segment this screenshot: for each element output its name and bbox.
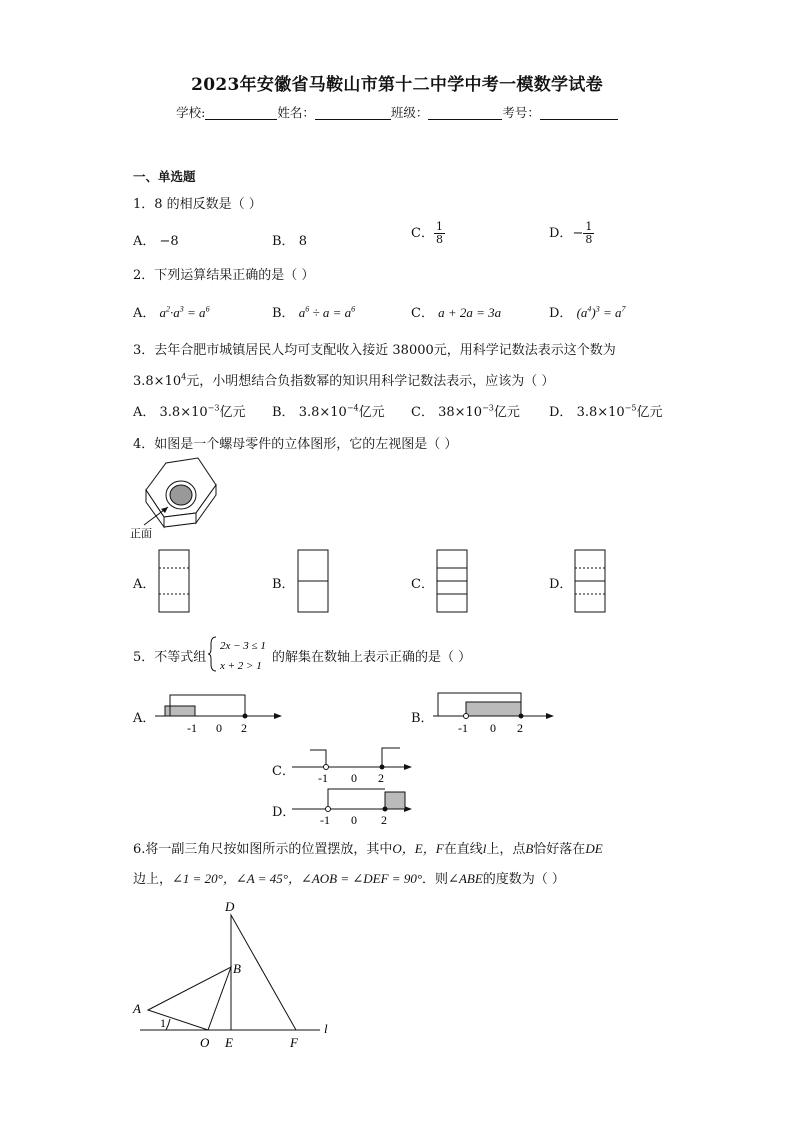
q1-option-d[interactable] bbox=[549, 221, 594, 246]
q1-option-c[interactable] bbox=[411, 221, 445, 246]
q6-stem-line1: 6.将一副三角尺按如图所示的位置摆放，其中O，E，F在直线l上，点B恰好落在DE bbox=[133, 841, 603, 857]
q5-system bbox=[208, 634, 268, 674]
q1-d-fraction: $\frac{1}{8}$ bbox=[585, 220, 593, 246]
class-label: 班级： bbox=[390, 105, 429, 120]
q2-option-a[interactable] bbox=[133, 302, 210, 321]
q5-option-c-numberline[interactable] bbox=[290, 742, 420, 784]
q2-b-label: B． bbox=[272, 306, 295, 321]
nut-hole-inner bbox=[170, 485, 192, 505]
q1-c-label: C． bbox=[411, 226, 434, 241]
number-label: 考号： bbox=[502, 105, 540, 120]
svg-text:l: l bbox=[324, 1021, 328, 1036]
q1-d-label: D． bbox=[549, 226, 573, 241]
q1-a-label: A． bbox=[133, 234, 156, 249]
front-label: 正面 bbox=[130, 528, 152, 540]
svg-text:F: F bbox=[290, 1035, 298, 1050]
q4-option-c-label[interactable]: C． bbox=[411, 577, 434, 592]
q5-ineq2: x + 2 > 1 bbox=[220, 660, 262, 672]
q5-stem-a: 5．不等式组 bbox=[133, 650, 207, 665]
q5-option-a-label[interactable]: A． bbox=[133, 711, 156, 726]
q3-option-c[interactable]: C． $38\times 10^{-3}$亿元 bbox=[411, 403, 520, 420]
q4-option-d-view[interactable] bbox=[574, 549, 606, 613]
q1-option-b[interactable] bbox=[272, 230, 307, 249]
name-label: 姓名： bbox=[277, 105, 315, 120]
student-info-line bbox=[0, 103, 794, 121]
q3-option-d[interactable]: D． $3.8\times 10^{-5}$亿元 bbox=[549, 403, 663, 420]
svg-text:-1: -1 bbox=[318, 771, 328, 784]
q2-a-label: A． bbox=[133, 306, 156, 321]
svg-text:0: 0 bbox=[351, 813, 357, 826]
q2-option-d[interactable] bbox=[549, 302, 626, 321]
svg-text:1: 1 bbox=[160, 1016, 166, 1030]
q2-a-expr: $a^2\cdot a^3 = a^6$ bbox=[159, 304, 210, 320]
triangle-figure bbox=[128, 895, 343, 1055]
svg-text:0: 0 bbox=[351, 771, 357, 784]
q3-stem-line1: 3．去年合肥市城镇居民人均可支配收入接近 38000元，用科学记数法表示这个数为 bbox=[133, 343, 616, 358]
svg-text:-1: -1 bbox=[187, 721, 197, 735]
q6-stem-line2: 边上，∠1 = 20°，∠A = 45°，∠AOB = ∠DEF = 90°．则∠ABE的度数为（ ） bbox=[133, 871, 565, 887]
q2-d-label: D． bbox=[549, 306, 573, 321]
q2-option-b[interactable] bbox=[272, 302, 355, 321]
q4-option-b-view[interactable] bbox=[297, 549, 329, 613]
q4-option-b-label[interactable]: B． bbox=[272, 577, 295, 592]
q1-b-label: B． bbox=[272, 234, 295, 249]
q4-option-a-view[interactable] bbox=[158, 549, 190, 613]
q3-option-b[interactable]: B． $3.8\times 10^{-4}$亿元 bbox=[272, 403, 385, 420]
q1-b-value: 8 bbox=[298, 234, 307, 249]
svg-text:2: 2 bbox=[381, 813, 387, 826]
q5-stem-b: 的解集在数轴上表示正确的是（ ） bbox=[272, 650, 472, 665]
section-title: 一、单选题 bbox=[133, 169, 196, 184]
svg-text:2: 2 bbox=[517, 721, 523, 735]
q3-stem-line2: $3.8\times 10^4$元，小明想结合负指数幂的知识用科学记数法表示，应该为（ ） bbox=[133, 372, 555, 389]
q2-b-expr: $a^6 \div a = a^6$ bbox=[298, 304, 356, 320]
class-blank[interactable] bbox=[428, 107, 502, 120]
svg-text:-1: -1 bbox=[320, 813, 330, 826]
q1-a-value: −8 bbox=[159, 234, 179, 249]
svg-text:2: 2 bbox=[241, 721, 247, 735]
q1-d-sign: − bbox=[572, 226, 584, 241]
number-blank[interactable] bbox=[540, 107, 618, 120]
page-title: 2023年安徽省马鞍山市第十二中学中考一模数学试卷 bbox=[191, 75, 603, 95]
q2-option-c[interactable] bbox=[411, 302, 501, 321]
q5-option-a-numberline[interactable] bbox=[150, 688, 285, 736]
school-blank[interactable] bbox=[205, 107, 277, 120]
q3-option-a[interactable]: A． $3.8\times 10^{-3}$亿元 bbox=[133, 403, 246, 420]
q5-option-d-label[interactable]: D． bbox=[272, 805, 296, 820]
q2-d-expr: $(a^4)^3 = a^7$ bbox=[576, 304, 626, 320]
name-blank[interactable] bbox=[315, 107, 391, 120]
q4-option-d-label[interactable]: D． bbox=[549, 577, 573, 592]
q5-option-d-numberline[interactable] bbox=[290, 784, 420, 826]
q5-ineq1: 2x − 3 ≤ 1 bbox=[220, 640, 266, 652]
q2-stem: 2．下列运算结果正确的是（ ） bbox=[133, 268, 315, 283]
q4-option-c-view[interactable] bbox=[436, 549, 468, 613]
nut-figure bbox=[128, 455, 228, 540]
q4-stem: 4．如图是一个螺母零件的立体图形，它的左视图是（ ） bbox=[133, 437, 458, 452]
svg-text:D: D bbox=[225, 899, 235, 914]
svg-text:E: E bbox=[225, 1035, 233, 1050]
q1-stem: 1．8 的相反数是（ ） bbox=[133, 197, 262, 212]
q5-option-c-label[interactable]: C． bbox=[272, 764, 295, 779]
svg-text:2: 2 bbox=[378, 771, 384, 784]
svg-text:A: A bbox=[133, 1001, 141, 1016]
svg-text:B: B bbox=[233, 961, 241, 976]
q1-option-a[interactable] bbox=[133, 230, 179, 249]
svg-text:0: 0 bbox=[216, 721, 222, 735]
svg-text:O: O bbox=[200, 1035, 210, 1050]
q1-c-fraction: $\frac{1}{8}$ bbox=[435, 220, 443, 246]
q4-option-a-label[interactable]: A． bbox=[133, 577, 156, 592]
q5-option-b-label[interactable]: B． bbox=[411, 711, 434, 726]
q5-option-b-numberline[interactable] bbox=[428, 688, 558, 736]
q2-c-expr: a + 2a = 3a bbox=[438, 305, 502, 320]
q2-c-label: C． bbox=[411, 306, 434, 321]
school-label: 学校: bbox=[176, 105, 206, 120]
svg-text:0: 0 bbox=[490, 721, 496, 735]
svg-text:-1: -1 bbox=[458, 721, 468, 735]
